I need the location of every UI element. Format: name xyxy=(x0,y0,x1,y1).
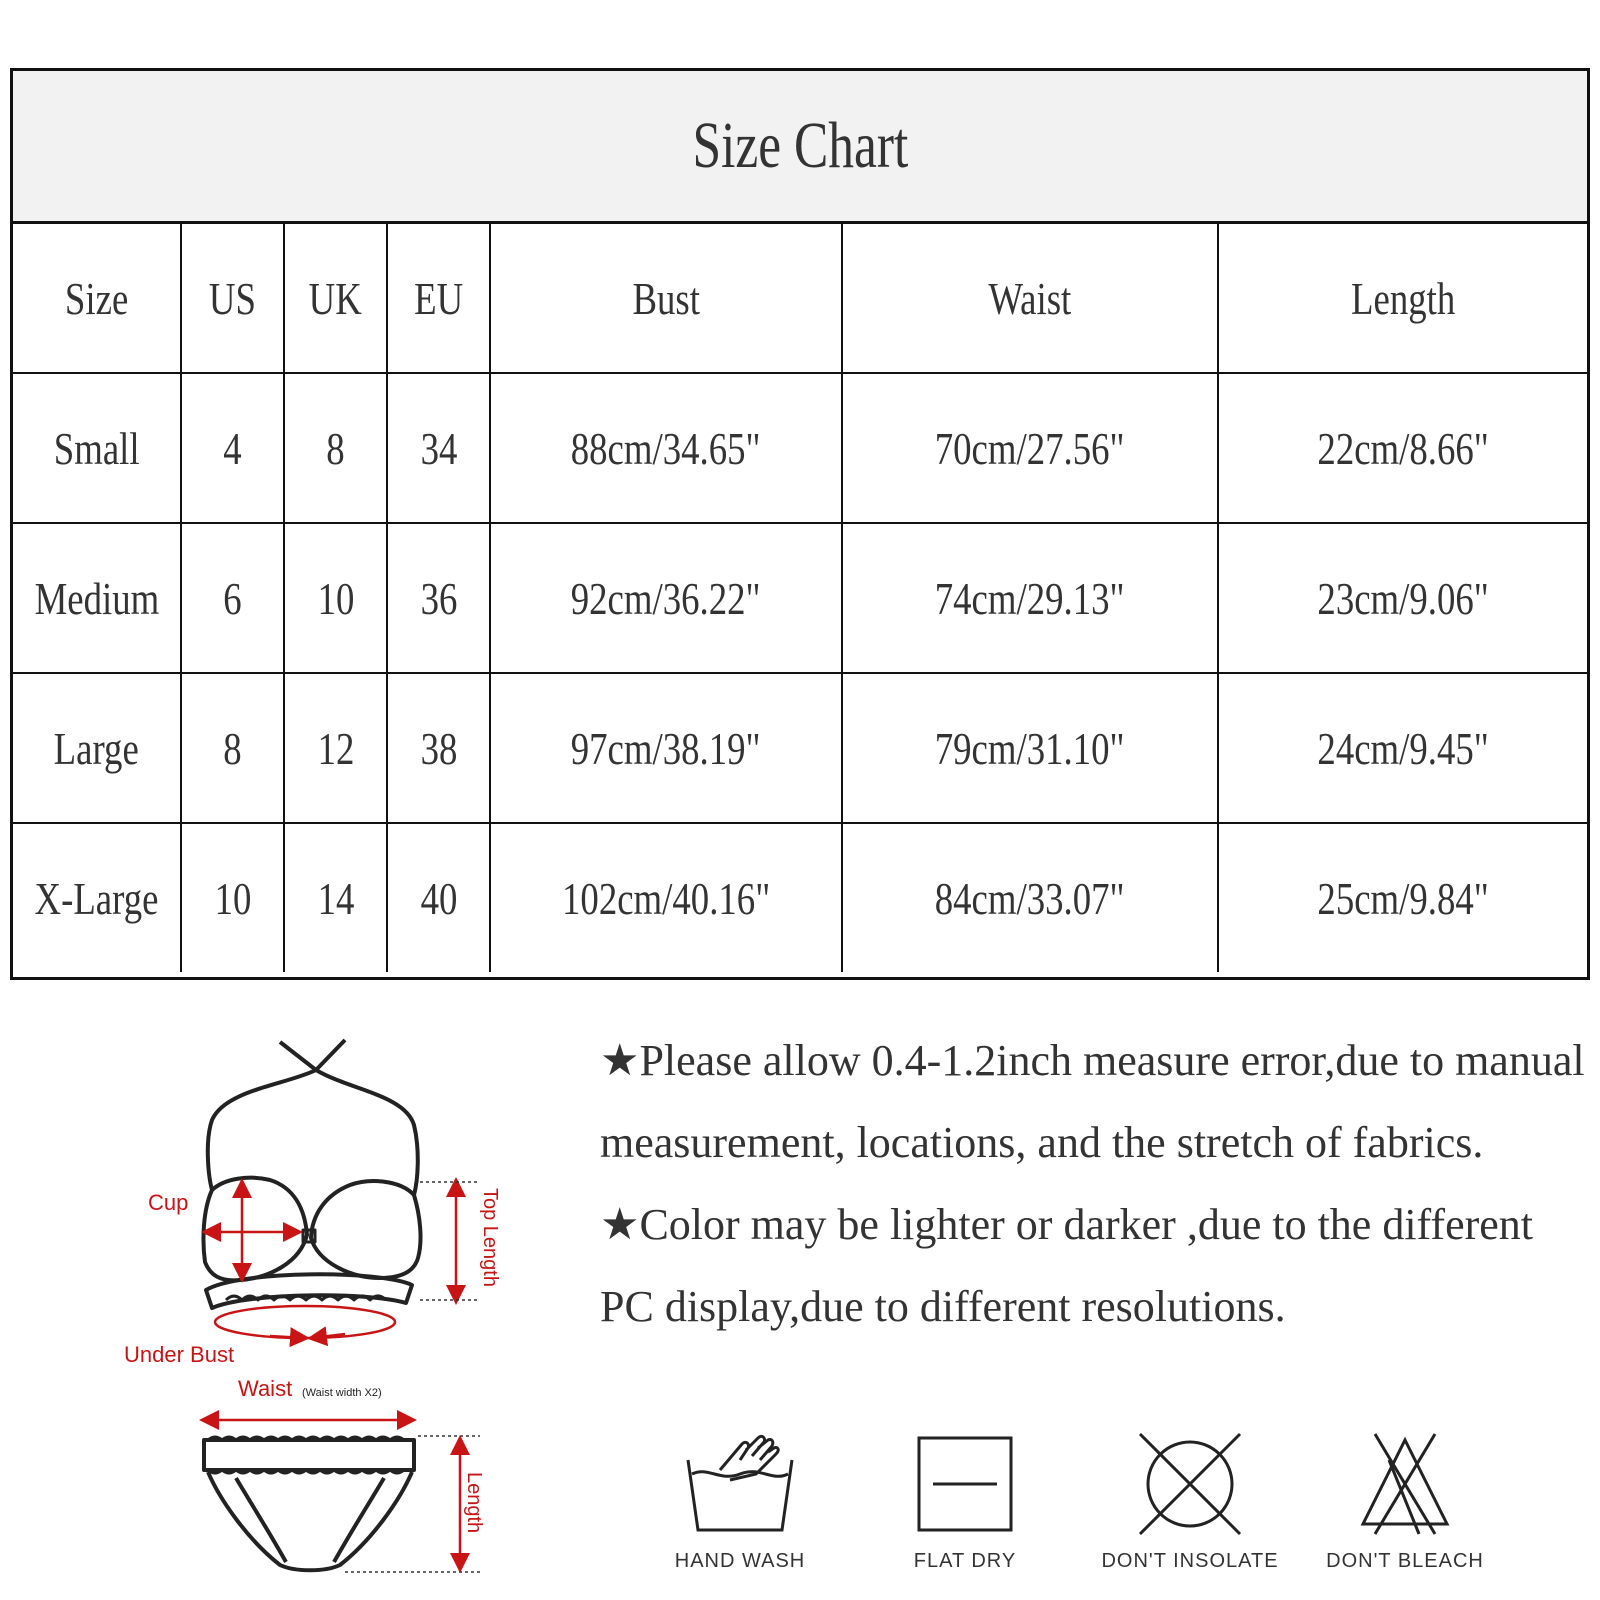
bikini-diagram-svg xyxy=(110,1030,530,1590)
table-cell: 36 xyxy=(387,523,490,673)
bikini-measurement-diagram xyxy=(110,1030,530,1590)
size-table xyxy=(13,224,1587,972)
size-chart-title: Size Chart xyxy=(692,109,908,182)
care-item-flat-dry xyxy=(865,1430,1065,1573)
care-label: DON'T INSOLATE xyxy=(1101,1550,1279,1572)
table-row xyxy=(13,823,1587,972)
care-label: FLAT DRY xyxy=(913,1550,1017,1572)
table-cell: 6 xyxy=(181,523,284,673)
top-length-label: Top Length xyxy=(479,1188,501,1287)
table-cell: 25cm/9.84" xyxy=(1218,823,1587,972)
care-label: HAND WASH xyxy=(674,1550,806,1572)
table-cell: 84cm/33.07" xyxy=(842,823,1218,972)
table-cell: Small xyxy=(13,373,181,523)
table-cell: 34 xyxy=(387,373,490,523)
table-cell: 40 xyxy=(387,823,490,972)
table-cell: 92cm/36.22" xyxy=(490,523,842,673)
size-chart-title-row xyxy=(13,71,1587,224)
bikini-top-outline xyxy=(203,1040,420,1308)
header-cell: EU xyxy=(387,224,490,373)
table-header-row xyxy=(13,224,1587,373)
care-item-dont-insolate xyxy=(1090,1430,1290,1573)
bikini-bottom-outline xyxy=(204,1437,414,1570)
header-cell: UK xyxy=(284,224,387,373)
table-cell: 8 xyxy=(181,673,284,823)
table-cell: 14 xyxy=(284,823,387,972)
header-cell: US xyxy=(181,224,284,373)
table-cell: Large xyxy=(13,673,181,823)
measurement-notes xyxy=(600,1020,1590,1348)
table-cell: 97cm/38.19" xyxy=(490,673,842,823)
color-note: ★Color may be lighter or darker ,due to the different PC display,due to different resolutions. xyxy=(600,1200,1534,1331)
table-cell: 10 xyxy=(284,523,387,673)
table-cell: 12 xyxy=(284,673,387,823)
header-cell: Bust xyxy=(490,224,842,373)
top-guide-lines xyxy=(420,1182,480,1300)
dont-insolate-icon xyxy=(1130,1430,1250,1536)
table-row xyxy=(13,673,1587,823)
under-bust-label: Under Bust xyxy=(124,1342,235,1367)
table-cell: 8 xyxy=(284,373,387,523)
header-cell: Waist xyxy=(842,224,1218,373)
table-cell: 4 xyxy=(181,373,284,523)
waist-note-label: (Waist width X2) xyxy=(302,1387,382,1399)
care-item-hand-wash xyxy=(640,1430,840,1573)
header-cell: Size xyxy=(13,224,181,373)
cup-label: Cup xyxy=(148,1190,189,1215)
table-cell: X-Large xyxy=(13,823,181,972)
table-cell: 24cm/9.45" xyxy=(1218,673,1587,823)
table-cell: 79cm/31.10" xyxy=(842,673,1218,823)
waist-label: Waist xyxy=(238,1376,293,1401)
table-cell: 38 xyxy=(387,673,490,823)
table-cell: 70cm/27.56" xyxy=(842,373,1218,523)
care-instructions xyxy=(640,1430,1540,1600)
length-label: Length xyxy=(463,1472,485,1534)
table-cell: 74cm/29.13" xyxy=(842,523,1218,673)
table-cell: 88cm/34.65" xyxy=(490,373,842,523)
care-label: DON'T BLEACH xyxy=(1326,1550,1484,1572)
dont-bleach-icon xyxy=(1345,1430,1465,1536)
table-row xyxy=(13,373,1587,523)
table-cell: Medium xyxy=(13,523,181,673)
care-item-dont-bleach xyxy=(1305,1430,1505,1573)
table-cell: 23cm/9.06" xyxy=(1218,523,1587,673)
table-cell: 102cm/40.16" xyxy=(490,823,842,972)
table-cell: 10 xyxy=(181,823,284,972)
measure-error-note: ★Please allow 0.4-1.2inch measure error,due to manual measurement, locations, and the stretch of fabrics. xyxy=(600,1036,1585,1167)
flat-dry-icon xyxy=(905,1430,1025,1536)
table-row xyxy=(13,523,1587,673)
header-cell: Length xyxy=(1218,224,1587,373)
hand-wash-icon xyxy=(680,1430,800,1536)
table-cell: 22cm/8.66" xyxy=(1218,373,1587,523)
size-chart-table xyxy=(10,68,1590,980)
